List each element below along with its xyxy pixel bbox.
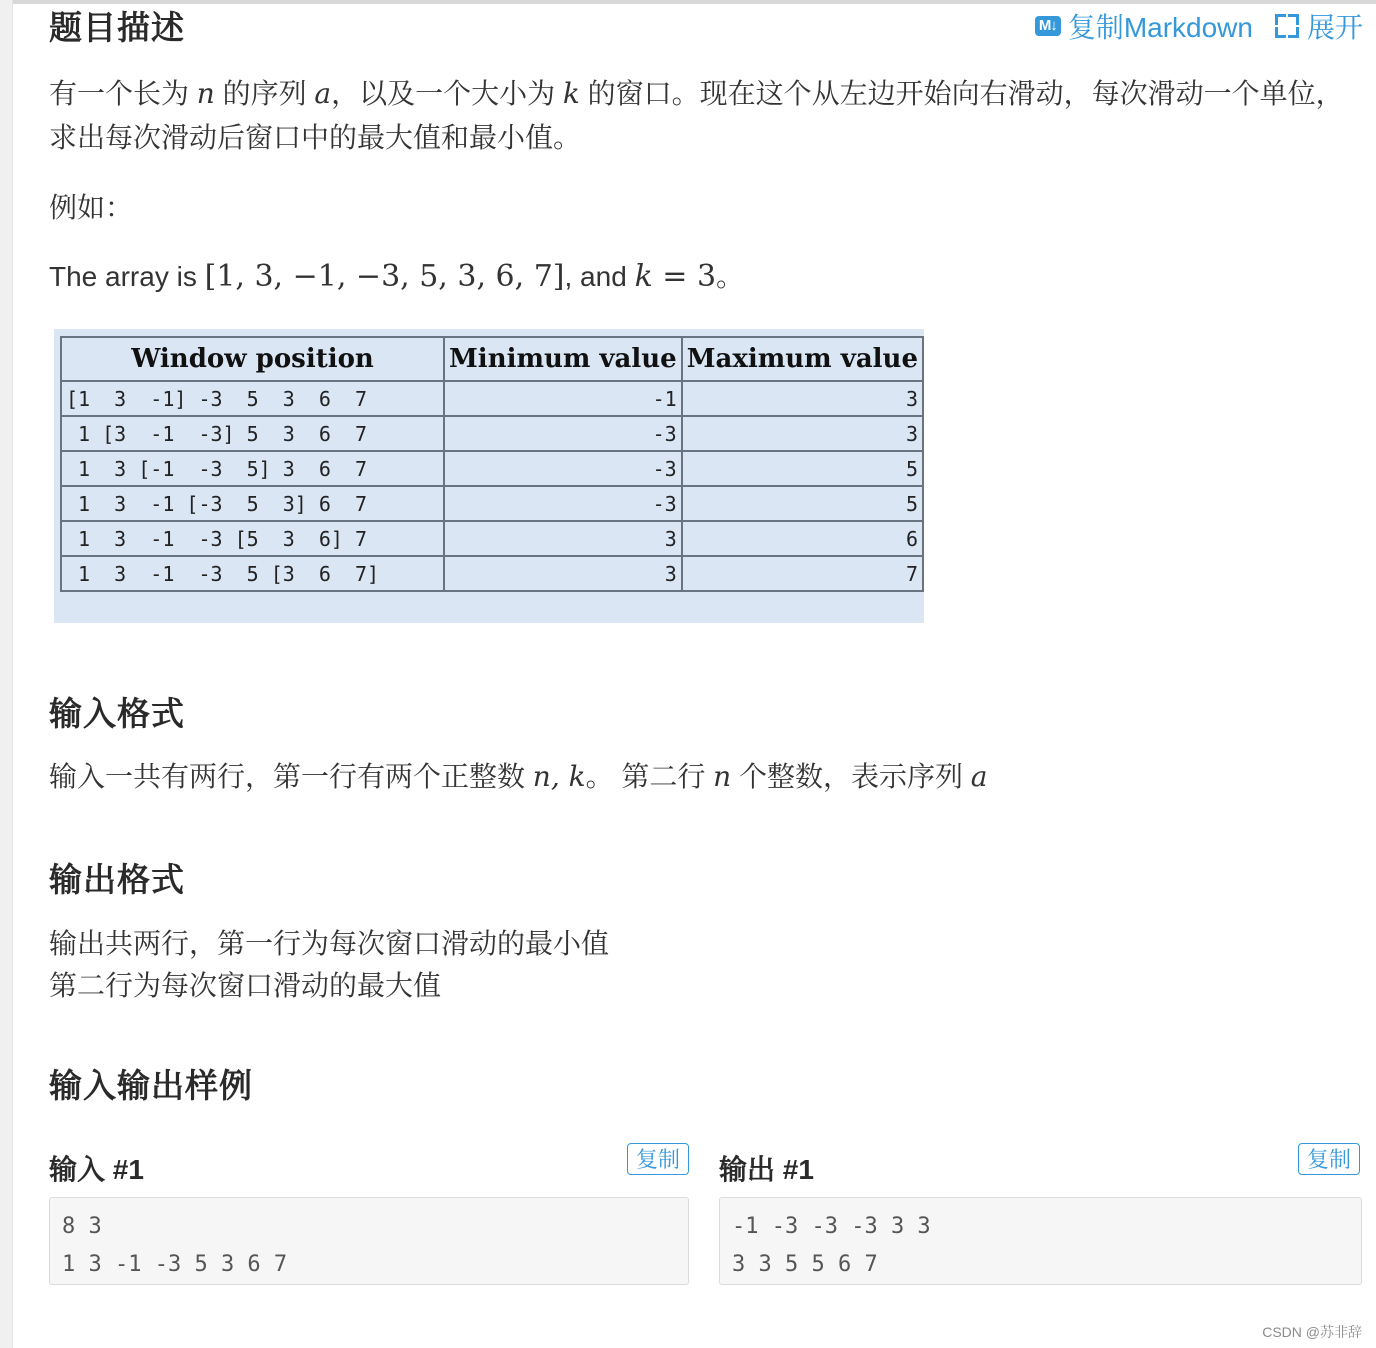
table-row bbox=[61, 381, 923, 416]
markdown-icon: M↓ bbox=[1035, 16, 1061, 36]
expand-label: 展开 bbox=[1306, 12, 1363, 43]
samples-title: 输入输出样例 bbox=[49, 1067, 253, 1104]
input-format-text-part: 输入一共有两行，第一行有两个正整数 bbox=[49, 761, 533, 792]
window-cell: 1 3 -1 [-3 5 3] 6 7 bbox=[61, 486, 444, 521]
example-text: The array is bbox=[49, 261, 205, 292]
copy-output-button[interactable]: 复制 bbox=[1298, 1143, 1360, 1175]
description-line-2: 求出每次滑动后窗口中的最大值和最小值。 bbox=[49, 122, 582, 153]
csdn-watermark: CSDN @苏非辞 bbox=[1262, 1324, 1362, 1340]
max-cell: 5 bbox=[682, 451, 923, 486]
window-cell: 1 3 -1 -3 [5 3 6] 7 bbox=[61, 521, 444, 556]
window-cell: 1 3 [-1 -3 5] 3 6 7 bbox=[61, 451, 444, 486]
input-format-text bbox=[49, 755, 987, 799]
sliding-window-example-image bbox=[54, 329, 924, 623]
table-row bbox=[61, 416, 923, 451]
table-row bbox=[61, 556, 923, 591]
header-minimum-value: Minimum value bbox=[444, 337, 682, 381]
math-array: [1, 3, −1, −3, 5, 3, 6, 7] bbox=[204, 259, 565, 294]
example-array-line bbox=[49, 255, 744, 299]
description-text: 的窗口。现在这个从左边开始向右滑动，每次滑动一个单位， bbox=[579, 78, 1344, 109]
math-a: a bbox=[970, 760, 988, 793]
max-cell: 5 bbox=[682, 486, 923, 521]
min-cell: 3 bbox=[444, 521, 682, 556]
max-cell: 6 bbox=[682, 521, 923, 556]
max-cell: 3 bbox=[682, 381, 923, 416]
example-text: , and bbox=[564, 261, 635, 292]
sliding-window-table bbox=[60, 336, 924, 592]
description-text: 的序列 bbox=[214, 78, 315, 109]
sample-input-label: 输入 #1 bbox=[49, 1154, 144, 1185]
sample-output-label: 输出 #1 bbox=[719, 1154, 814, 1185]
description-line-1 bbox=[49, 72, 1344, 116]
min-cell: -3 bbox=[444, 486, 682, 521]
table-header-row bbox=[61, 337, 923, 381]
max-cell: 7 bbox=[682, 556, 923, 591]
output-format-title: 输出格式 bbox=[49, 861, 185, 898]
min-cell: -3 bbox=[444, 416, 682, 451]
min-cell: -3 bbox=[444, 451, 682, 486]
math-k: k bbox=[562, 77, 580, 110]
min-cell: 3 bbox=[444, 556, 682, 591]
header-actions bbox=[1035, 6, 1363, 46]
header-window-position: Window position bbox=[61, 337, 444, 381]
table-row bbox=[61, 486, 923, 521]
header-maximum-value: Maximum value bbox=[682, 337, 923, 381]
output-format-line-1: 输出共两行，第一行为每次窗口滑动的最小值 bbox=[49, 928, 610, 959]
math-n: n bbox=[713, 760, 732, 793]
table-row bbox=[61, 521, 923, 556]
input-format-text-part: 个整数，表示序列 bbox=[731, 761, 971, 792]
sample-input-line: 1 3 -1 -3 5 3 6 7 bbox=[62, 1252, 288, 1277]
left-sidebar-rail bbox=[0, 0, 13, 1348]
problem-content bbox=[49, 0, 1363, 1348]
math-n: n bbox=[196, 77, 215, 110]
math-a: a bbox=[314, 77, 332, 110]
math-n-k: n, k bbox=[532, 760, 586, 793]
copy-input-button[interactable]: 复制 bbox=[627, 1143, 689, 1175]
copy-markdown-link[interactable] bbox=[1035, 6, 1253, 46]
window-cell: [1 3 -1] -3 5 3 6 7 bbox=[61, 381, 444, 416]
copy-markdown-label: 复制Markdown bbox=[1067, 12, 1253, 43]
sample-input-box[interactable] bbox=[49, 1197, 689, 1285]
example-text: 。 bbox=[716, 261, 745, 292]
sample-output-line: -1 -3 -3 -3 3 3 bbox=[732, 1214, 931, 1239]
math-k: k bbox=[634, 259, 653, 294]
sample-output-box[interactable] bbox=[719, 1197, 1362, 1285]
min-cell: -1 bbox=[444, 381, 682, 416]
sample-input-line: 8 3 bbox=[62, 1214, 102, 1239]
max-cell: 3 bbox=[682, 416, 923, 451]
expand-link[interactable] bbox=[1253, 6, 1363, 46]
expand-icon bbox=[1275, 14, 1299, 38]
example-label: 例如： bbox=[49, 192, 134, 223]
input-format-text-part: 。 第二行 bbox=[585, 761, 714, 792]
input-format-title: 输入格式 bbox=[49, 695, 185, 732]
window-cell: 1 [3 -1 -3] 5 3 6 7 bbox=[61, 416, 444, 451]
description-text: ，以及一个大小为 bbox=[331, 78, 563, 109]
output-format-line-2: 第二行为每次窗口滑动的最大值 bbox=[49, 970, 442, 1001]
sample-output-line: 3 3 5 5 6 7 bbox=[732, 1252, 878, 1277]
window-cell: 1 3 -1 -3 5 [3 6 7] bbox=[61, 556, 444, 591]
problem-description-title: 题目描述 bbox=[49, 9, 185, 46]
table-row bbox=[61, 451, 923, 486]
math-k-value: = 3 bbox=[652, 259, 717, 294]
description-text: 有一个长为 bbox=[49, 78, 197, 109]
